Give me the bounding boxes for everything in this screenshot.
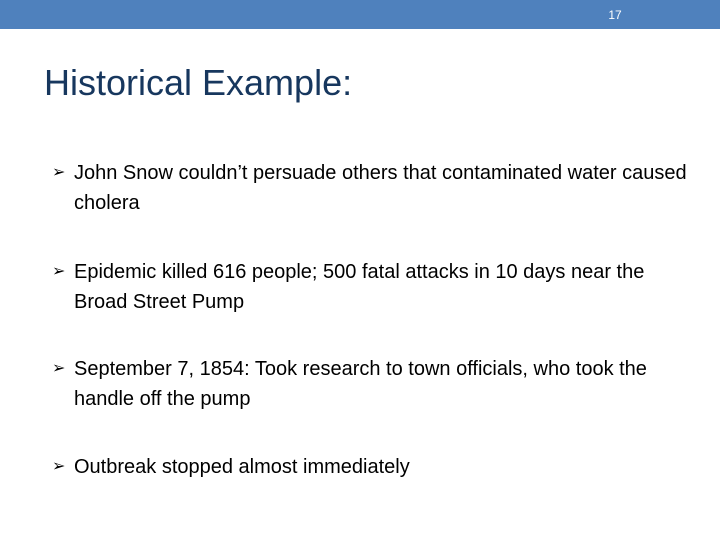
arrowhead-bullet-icon: ➢ <box>52 360 66 377</box>
bullet-item <box>52 257 692 317</box>
slide-title: Historical Example: <box>44 62 353 103</box>
bullet-item <box>52 158 692 218</box>
bullet-text: September 7, 1854: Took research to town officials, who took the handle off the pump <box>74 358 647 410</box>
bullet-item <box>52 354 692 414</box>
bullet-item <box>52 452 692 482</box>
header-bar <box>0 0 720 29</box>
slide-number: 17 <box>608 8 622 22</box>
bullet-text: Epidemic killed 616 people; 500 fatal attacks in 10 days near the Broad Street Pump <box>74 261 645 313</box>
bullet-text: John Snow couldn’t persuade others that contaminated water caused cholera <box>74 162 687 214</box>
bullet-text: Outbreak stopped almost immediately <box>74 456 410 478</box>
arrowhead-bullet-icon: ➢ <box>52 263 66 280</box>
arrowhead-bullet-icon: ➢ <box>52 164 66 181</box>
arrowhead-bullet-icon: ➢ <box>52 458 66 475</box>
